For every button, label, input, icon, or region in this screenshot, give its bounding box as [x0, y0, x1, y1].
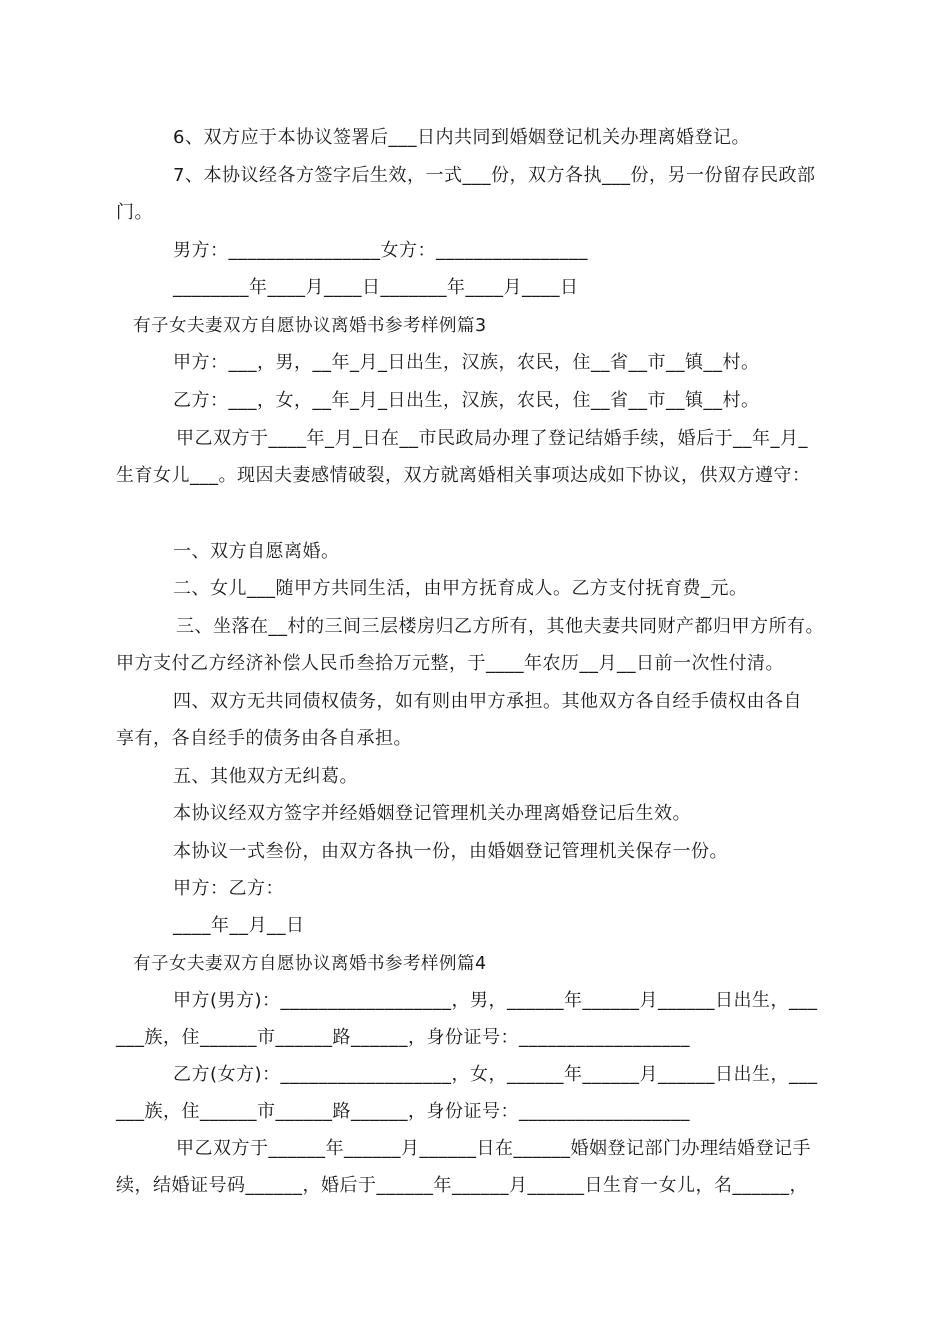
- party-b-female-line-2: ___族，住______市______路______，身份证号：__________________: [116, 1101, 690, 1122]
- signature-line: 男方：________________女方：________________: [173, 240, 588, 261]
- item-5: 五、其他双方无纠葛。: [173, 766, 358, 787]
- item-4-line-2: 享有，各自经手的债务由各自承担。: [116, 728, 412, 749]
- marriage-registration-line-1: 甲乙双方于______年______月______日在______婚姻登记部门办理结婚登记手: [176, 1138, 811, 1159]
- item-3-line-2: 甲方支付乙方经济补偿人民币叁拾万元整，于____年农历__月__日前一次性付清。: [116, 653, 784, 674]
- party-b-female-line-1: 乙方(女方)：__________________，女，______年______月______日出生，___: [173, 1064, 818, 1085]
- item-4-line-1: 四、双方无共同债权债务，如有则由甲方承担。其他双方各自经手债权由各自: [173, 691, 802, 712]
- item-3-line-1: 三、坐落在__村的三间三层楼房归乙方所有，其他夫妻共同财产都归甲方所有。: [176, 616, 824, 637]
- clause-6: 6、双方应于本协议签署后___日内共同到婚姻登记机关办理离婚登记。: [173, 127, 750, 148]
- section-heading-3: 有子女夫妻双方自愿协议离婚书参考样例篇3: [133, 316, 487, 336]
- section-heading-4: 有子女夫妻双方自愿协议离婚书参考样例篇4: [133, 954, 487, 974]
- clause-7-line-1: 7、本协议经各方签字后生效，一式___份，双方各执___份，另一份留存民政部: [173, 165, 816, 186]
- item-2: 二、女儿___随甲方共同生活，由甲方抚育成人。乙方支付抚育费_元。: [173, 578, 748, 599]
- marriage-paragraph-line-1: 甲乙双方于____年_月_日在__市民政局办理了登记结婚手续，婚后于__年_月_: [176, 428, 808, 449]
- date-line-3: ____年__月__日: [173, 915, 305, 936]
- marriage-registration-line-2: 续，结婚证号码______，婚后于______年______月______日生育一女儿，名______，: [116, 1175, 808, 1196]
- signature-line-3: 甲方：乙方：: [173, 878, 284, 899]
- item-1: 一、双方自愿离婚。: [173, 541, 340, 562]
- clause-7-line-2: 门。: [116, 202, 153, 223]
- marriage-paragraph-line-2: 生育女儿___。现因夫妻感情破裂，双方就离婚相关事项达成如下协议，供双方遵守：: [116, 465, 811, 486]
- party-a-male-line-1: 甲方(男方)：__________________，男，______年______月______日出生，___: [173, 990, 818, 1011]
- copies-clause: 本协议一式叁份，由双方各执一份，由婚姻登记管理机关保存一份。: [173, 841, 728, 862]
- party-a-male-line-2: ___族，住______市______路______，身份证号：__________________: [116, 1027, 690, 1048]
- party-b-info: 乙方：___，女，__年_月_日出生，汉族，农民，住__省__市__镇__村。: [173, 390, 760, 411]
- party-a-info: 甲方：___，男，__年_月_日出生，汉族，农民，住__省__市__镇__村。: [173, 352, 760, 373]
- effect-clause: 本协议经双方签字并经婚姻登记管理机关办理离婚登记后生效。: [173, 803, 691, 824]
- date-line: ________年____月____日_______年____月____日: [173, 277, 579, 298]
